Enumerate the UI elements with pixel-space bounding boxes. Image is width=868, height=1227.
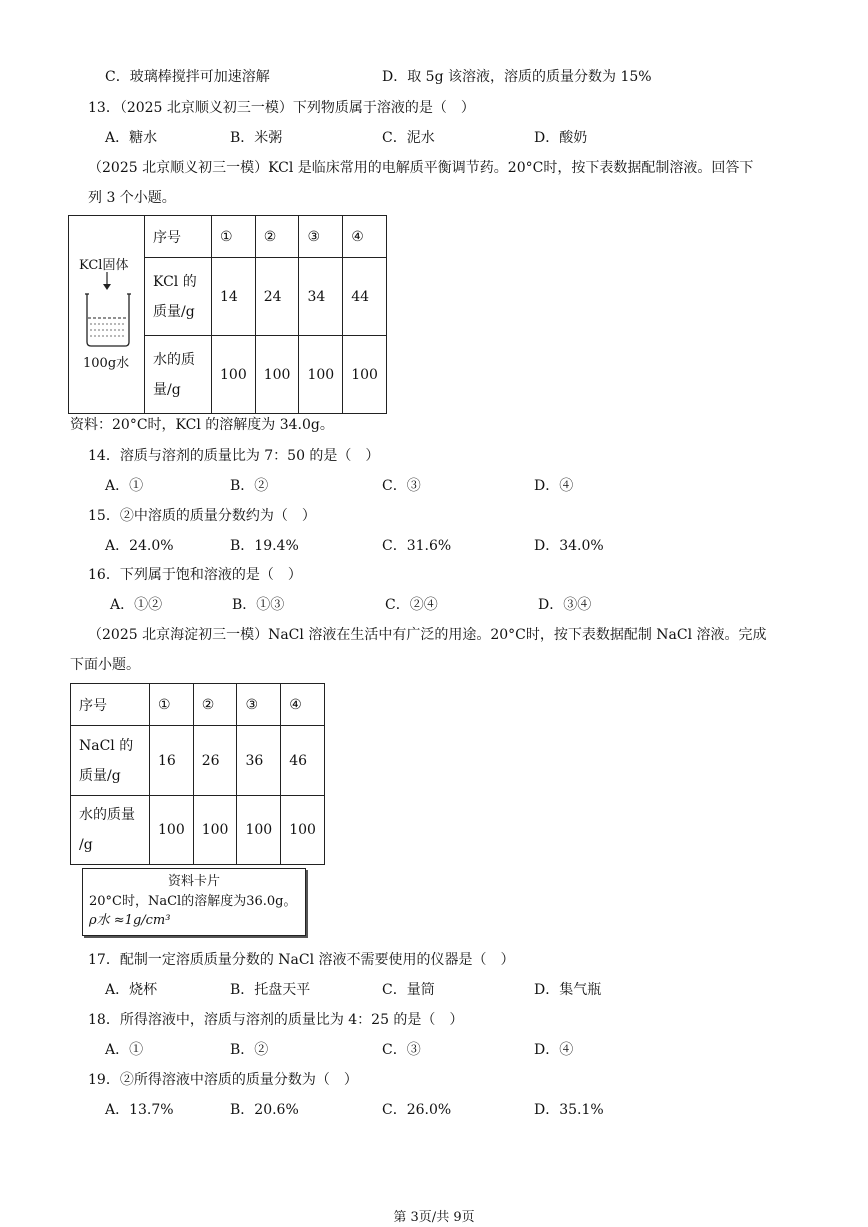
kcl-water-3: 100 [299, 336, 343, 414]
kcl-table [144, 215, 387, 414]
kcl-water-2: 100 [255, 336, 299, 414]
q15-stem: 15．②中溶质的质量分数约为（ ） [88, 508, 316, 524]
nacl-table-header-1: ① [150, 684, 194, 726]
q17-option-c: C．量筒 [382, 982, 435, 998]
q17-option-d: D．集气瓶 [534, 982, 602, 998]
kcl-mass-3: 34 [299, 258, 343, 336]
nacl-table-water-row [71, 796, 325, 865]
kcl-mass-label-line1: KCl 的 [153, 273, 197, 290]
q18-option-b: B．② [230, 1042, 269, 1058]
nacl-water-4: 100 [281, 796, 325, 865]
nacl-water-2: 100 [193, 796, 237, 865]
nacl-water-label-line2: /g [79, 837, 93, 853]
kcl-water-label-line1: 水的质 [153, 351, 195, 368]
q14-option-b: B．② [230, 478, 269, 494]
q16-options-row [0, 594, 868, 616]
q16-option-a: A．①② [110, 597, 163, 613]
q16-option-d: D．③④ [538, 597, 592, 613]
q18-options-row [0, 1039, 868, 1061]
kcl-mass-2: 24 [255, 258, 299, 336]
q14-stem: 14．溶质与溶剂的质量比为 7：50 的是（ ） [88, 448, 380, 464]
kcl-mass-4: 44 [343, 258, 387, 336]
q16-option-b: B．①③ [232, 597, 285, 613]
nacl-table-header-2: ② [193, 684, 237, 726]
nacl-table-water-label [71, 796, 150, 865]
q19-option-a: A．13.7% [105, 1102, 174, 1118]
q18-option-c: C．③ [382, 1042, 421, 1058]
info-card-line2: ρ水 ≈1g/cm³ [89, 913, 171, 928]
q19-options-row [0, 1099, 868, 1121]
nacl-water-label-line1: 水的质量 [79, 807, 135, 823]
nacl-table-mass-row [71, 726, 325, 796]
q17-options-row [0, 979, 868, 1001]
q19-option-b: B．20.6% [230, 1102, 299, 1118]
q14-option-c: C．③ [382, 478, 421, 494]
q15-option-d: D．34.0% [534, 538, 604, 554]
q16-stem: 16．下列属于饱和溶液的是（ ） [88, 567, 302, 583]
kcl-table-mass-label [145, 258, 212, 336]
kcl-table-water-row [145, 336, 387, 414]
kcl-table-header-label: 序号 [145, 216, 212, 258]
nacl-table-header-3: ③ [237, 684, 281, 726]
nacl-mass-3: 36 [237, 726, 281, 796]
kcl-note: 资料：20°C时，KCl 的溶解度为 34.0g。 [70, 417, 334, 433]
q12-options-row [0, 66, 868, 88]
kcl-water-label: 100g水 [83, 356, 130, 371]
nacl-mass-1: 16 [150, 726, 194, 796]
q13-stem: 13．（2025 北京顺义初三一模）下列物质属于溶液的是（ ） [88, 100, 475, 116]
q18-stem: 18．所得溶液中，溶质与溶剂的质量比为 4：25 的是（ ） [88, 1012, 464, 1028]
q16-option-c: C．②④ [385, 597, 438, 613]
q13-option-c: C．泥水 [382, 130, 435, 146]
q14-option-d: D．④ [534, 478, 574, 494]
kcl-table-header-2: ② [255, 216, 299, 258]
q19-stem: 19．②所得溶液中溶质的质量分数为（ ） [88, 1072, 358, 1088]
nacl-mass-4: 46 [281, 726, 325, 796]
nacl-intro-line2: 下面小题。 [70, 657, 140, 673]
kcl-intro-line2: 列 3 个小题。 [88, 190, 176, 206]
nacl-mass-label-line1: NaCl 的 [79, 737, 134, 754]
info-card-title: 资料卡片 [167, 874, 220, 889]
q13-option-d: D．酸奶 [534, 130, 588, 146]
q12-option-c: C．玻璃棒搅拌可加速溶解 [105, 69, 270, 85]
kcl-table-mass-row [145, 258, 387, 336]
q14-option-a: A．① [105, 478, 144, 494]
nacl-mass-2: 26 [193, 726, 237, 796]
q14-options-row [0, 475, 868, 497]
q15-option-c: C．31.6% [382, 538, 452, 554]
kcl-solid-label: KCl固体 [79, 258, 129, 273]
kcl-water-1: 100 [212, 336, 256, 414]
page-footer: 第 3页/共 9页 [393, 1210, 475, 1225]
info-card [82, 868, 306, 936]
q18-option-a: A．① [105, 1042, 144, 1058]
q15-option-a: A．24.0% [105, 538, 174, 554]
q13-option-a: A．糖水 [105, 130, 158, 146]
q17-option-b: B．托盘天平 [230, 982, 311, 998]
q12-option-d: D．取 5g 该溶液，溶质的质量分数为 15% [382, 69, 652, 85]
q15-options-row [0, 535, 868, 557]
nacl-table-header-label: 序号 [71, 684, 150, 726]
kcl-table-header-1: ① [212, 216, 256, 258]
kcl-water-label-line2: 量/g [153, 381, 181, 398]
q19-option-c: C．26.0% [382, 1102, 452, 1118]
kcl-intro-line1: （2025 北京顺义初三一模）KCl 是临床常用的电解质平衡调节药。20°C时，按下表数据配制溶液。回答下 [88, 160, 754, 176]
kcl-mass-label-line2: 质量/g [153, 303, 195, 320]
nacl-table [70, 683, 325, 865]
nacl-water-1: 100 [150, 796, 194, 865]
nacl-mass-label-line2: 质量/g [79, 767, 121, 784]
q18-option-d: D．④ [534, 1042, 574, 1058]
nacl-table-header-row [71, 684, 325, 726]
beaker-icon [83, 270, 135, 350]
kcl-figure-cell [68, 215, 145, 414]
kcl-table-header-row [145, 216, 387, 258]
kcl-table-water-label [145, 336, 212, 414]
q17-stem: 17．配制一定溶质质量分数的 NaCl 溶液不需要使用的仪器是（ ） [88, 952, 515, 968]
kcl-mass-1: 14 [212, 258, 256, 336]
q13-options-row [0, 127, 868, 149]
q19-option-d: D．35.1% [534, 1102, 604, 1118]
nacl-intro-line1: （2025 北京海淀初三一模）NaCl 溶液在生活中有广泛的用途。20°C时，按下表数据配制 NaCl 溶液。完成 [88, 627, 767, 643]
kcl-table-header-3: ③ [299, 216, 343, 258]
kcl-table-header-4: ④ [343, 216, 387, 258]
nacl-table-mass-label [71, 726, 150, 796]
kcl-water-4: 100 [343, 336, 387, 414]
q15-option-b: B．19.4% [230, 538, 299, 554]
q13-option-b: B．米粥 [230, 130, 283, 146]
nacl-table-header-4: ④ [281, 684, 325, 726]
nacl-water-3: 100 [237, 796, 281, 865]
q17-option-a: A．烧杯 [105, 982, 158, 998]
info-card-line1: 20°C时，NaCl的溶解度为36.0g。 [89, 894, 297, 909]
